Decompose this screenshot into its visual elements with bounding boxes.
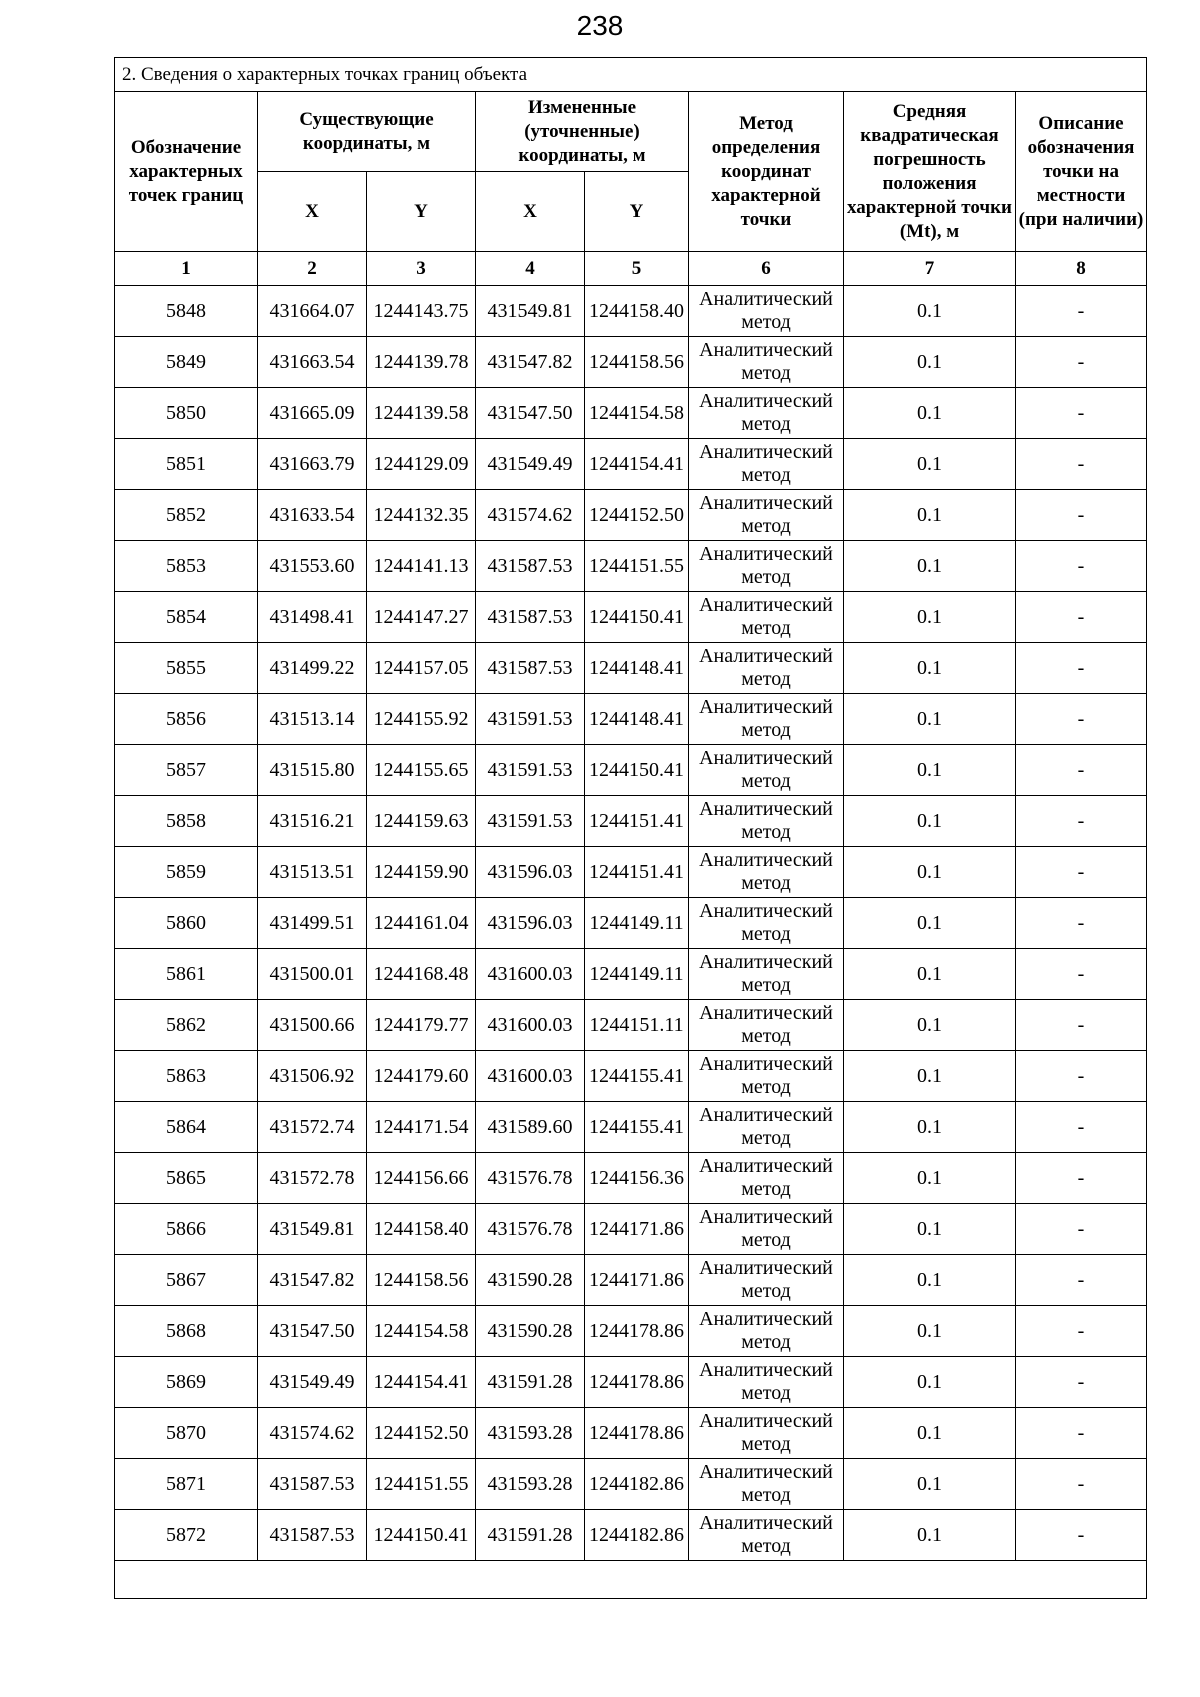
description-cell: - <box>1016 1000 1147 1051</box>
table-row <box>115 1204 1147 1255</box>
changed-x-cell: 431591.53 <box>476 694 585 745</box>
error-cell: 0.1 <box>844 1306 1016 1357</box>
error-cell: 0.1 <box>844 1000 1016 1051</box>
existing-y-cell: 1244158.40 <box>367 1204 476 1255</box>
existing-x-cell: 431506.92 <box>258 1051 367 1102</box>
changed-x-cell: 431549.81 <box>476 286 585 337</box>
changed-x-cell: 431590.28 <box>476 1255 585 1306</box>
table-row <box>115 796 1147 847</box>
existing-x-cell: 431515.80 <box>258 745 367 796</box>
column-number: 7 <box>844 252 1016 286</box>
point-number-cell: 5869 <box>115 1357 258 1408</box>
existing-x-cell: 431547.50 <box>258 1306 367 1357</box>
method-cell: Аналитический метод <box>689 490 844 541</box>
table-row <box>115 1051 1147 1102</box>
changed-y-cell: 1244156.36 <box>585 1153 689 1204</box>
error-cell: 0.1 <box>844 694 1016 745</box>
column-number: 6 <box>689 252 844 286</box>
changed-x-cell: 431587.53 <box>476 643 585 694</box>
point-number-cell: 5871 <box>115 1459 258 1510</box>
existing-y-cell: 1244129.09 <box>367 439 476 490</box>
changed-y-cell: 1244148.41 <box>585 694 689 745</box>
changed-y-cell: 1244158.56 <box>585 337 689 388</box>
table-row <box>115 1153 1147 1204</box>
existing-x-cell: 431587.53 <box>258 1510 367 1561</box>
existing-y-cell: 1244157.05 <box>367 643 476 694</box>
changed-y-cell: 1244149.11 <box>585 898 689 949</box>
changed-y-cell: 1244149.11 <box>585 949 689 1000</box>
point-number-cell: 5864 <box>115 1102 258 1153</box>
method-cell: Аналитический метод <box>689 337 844 388</box>
existing-y-cell: 1244171.54 <box>367 1102 476 1153</box>
error-cell: 0.1 <box>844 337 1016 388</box>
empty-cell <box>115 1561 1147 1599</box>
existing-y-cell: 1244132.35 <box>367 490 476 541</box>
table-row <box>115 847 1147 898</box>
point-number-cell: 5852 <box>115 490 258 541</box>
description-cell: - <box>1016 1204 1147 1255</box>
header-existing-y: Y <box>367 172 476 252</box>
existing-y-cell: 1244161.04 <box>367 898 476 949</box>
table-row <box>115 388 1147 439</box>
header-changed-y: Y <box>585 172 689 252</box>
method-cell: Аналитический метод <box>689 1000 844 1051</box>
method-cell: Аналитический метод <box>689 1051 844 1102</box>
method-cell: Аналитический метод <box>689 1102 844 1153</box>
method-cell: Аналитический метод <box>689 1459 844 1510</box>
changed-y-cell: 1244154.58 <box>585 388 689 439</box>
point-number-cell: 5860 <box>115 898 258 949</box>
column-number: 5 <box>585 252 689 286</box>
changed-x-cell: 431591.53 <box>476 796 585 847</box>
table-row <box>115 1459 1147 1510</box>
existing-y-cell: 1244147.27 <box>367 592 476 643</box>
existing-y-cell: 1244159.63 <box>367 796 476 847</box>
table-row <box>115 592 1147 643</box>
existing-x-cell: 431664.07 <box>258 286 367 337</box>
header-existing-x: X <box>258 172 367 252</box>
method-cell: Аналитический метод <box>689 592 844 643</box>
table-row <box>115 1255 1147 1306</box>
changed-x-cell: 431590.28 <box>476 1306 585 1357</box>
existing-x-cell: 431572.74 <box>258 1102 367 1153</box>
table-row <box>115 949 1147 1000</box>
table-title: 2. Сведения о характерных точках границ объекта <box>115 58 1147 92</box>
changed-y-cell: 1244151.11 <box>585 1000 689 1051</box>
description-cell: - <box>1016 949 1147 1000</box>
changed-y-cell: 1244178.86 <box>585 1306 689 1357</box>
changed-y-cell: 1244155.41 <box>585 1051 689 1102</box>
error-cell: 0.1 <box>844 541 1016 592</box>
description-cell: - <box>1016 1102 1147 1153</box>
existing-x-cell: 431663.54 <box>258 337 367 388</box>
changed-x-cell: 431600.03 <box>476 1000 585 1051</box>
point-number-cell: 5856 <box>115 694 258 745</box>
existing-y-cell: 1244151.55 <box>367 1459 476 1510</box>
error-cell: 0.1 <box>844 847 1016 898</box>
method-cell: Аналитический метод <box>689 898 844 949</box>
error-cell: 0.1 <box>844 439 1016 490</box>
point-number-cell: 5855 <box>115 643 258 694</box>
table-row <box>115 745 1147 796</box>
table-row <box>115 490 1147 541</box>
error-cell: 0.1 <box>844 490 1016 541</box>
error-cell: 0.1 <box>844 388 1016 439</box>
changed-x-cell: 431591.28 <box>476 1357 585 1408</box>
error-cell: 0.1 <box>844 1357 1016 1408</box>
description-cell: - <box>1016 592 1147 643</box>
existing-y-cell: 1244158.56 <box>367 1255 476 1306</box>
existing-y-cell: 1244179.60 <box>367 1051 476 1102</box>
existing-x-cell: 431516.21 <box>258 796 367 847</box>
existing-x-cell: 431513.14 <box>258 694 367 745</box>
error-cell: 0.1 <box>844 1051 1016 1102</box>
point-number-cell: 5859 <box>115 847 258 898</box>
table-row <box>115 1000 1147 1051</box>
point-number-cell: 5861 <box>115 949 258 1000</box>
description-cell: - <box>1016 898 1147 949</box>
description-cell: - <box>1016 1306 1147 1357</box>
boundary-points-table <box>114 57 1147 1599</box>
empty-row <box>115 1561 1147 1599</box>
existing-x-cell: 431499.51 <box>258 898 367 949</box>
error-cell: 0.1 <box>844 1255 1016 1306</box>
table-row <box>115 1306 1147 1357</box>
error-cell: 0.1 <box>844 643 1016 694</box>
table-row <box>115 1102 1147 1153</box>
description-cell: - <box>1016 1153 1147 1204</box>
point-number-cell: 5853 <box>115 541 258 592</box>
existing-y-cell: 1244155.92 <box>367 694 476 745</box>
description-cell: - <box>1016 694 1147 745</box>
point-number-cell: 5870 <box>115 1408 258 1459</box>
existing-y-cell: 1244156.66 <box>367 1153 476 1204</box>
error-cell: 0.1 <box>844 1510 1016 1561</box>
existing-y-cell: 1244154.41 <box>367 1357 476 1408</box>
method-cell: Аналитический метод <box>689 439 844 490</box>
changed-x-cell: 431587.53 <box>476 541 585 592</box>
changed-x-cell: 431593.28 <box>476 1459 585 1510</box>
table-row <box>115 541 1147 592</box>
point-number-cell: 5857 <box>115 745 258 796</box>
point-number-cell: 5858 <box>115 796 258 847</box>
header-method: Метод определения координат характерной точки <box>689 92 844 252</box>
changed-y-cell: 1244150.41 <box>585 745 689 796</box>
description-cell: - <box>1016 1051 1147 1102</box>
table-row <box>115 337 1147 388</box>
method-cell: Аналитический метод <box>689 1357 844 1408</box>
changed-x-cell: 431600.03 <box>476 1051 585 1102</box>
table-row <box>115 1510 1147 1561</box>
error-cell: 0.1 <box>844 796 1016 847</box>
method-cell: Аналитический метод <box>689 1510 844 1561</box>
changed-y-cell: 1244151.55 <box>585 541 689 592</box>
description-cell: - <box>1016 1357 1147 1408</box>
header-designation: Обозначение характерных точек границ <box>115 92 258 252</box>
changed-y-cell: 1244155.41 <box>585 1102 689 1153</box>
point-number-cell: 5868 <box>115 1306 258 1357</box>
existing-x-cell: 431572.78 <box>258 1153 367 1204</box>
description-cell: - <box>1016 490 1147 541</box>
existing-y-cell: 1244139.58 <box>367 388 476 439</box>
changed-x-cell: 431596.03 <box>476 847 585 898</box>
header-changed-coordinates: Измененные (уточненные) координаты, м <box>476 92 689 172</box>
description-cell: - <box>1016 541 1147 592</box>
method-cell: Аналитический метод <box>689 949 844 1000</box>
description-cell: - <box>1016 745 1147 796</box>
description-cell: - <box>1016 286 1147 337</box>
method-cell: Аналитический метод <box>689 1255 844 1306</box>
changed-y-cell: 1244152.50 <box>585 490 689 541</box>
method-cell: Аналитический метод <box>689 286 844 337</box>
error-cell: 0.1 <box>844 1102 1016 1153</box>
existing-y-cell: 1244154.58 <box>367 1306 476 1357</box>
column-number: 8 <box>1016 252 1147 286</box>
changed-y-cell: 1244171.86 <box>585 1204 689 1255</box>
table-row <box>115 286 1147 337</box>
header-error: Средняя квадратическая погрешность положения характерной точки (Mt), м <box>844 92 1016 252</box>
changed-y-cell: 1244151.41 <box>585 847 689 898</box>
existing-y-cell: 1244179.77 <box>367 1000 476 1051</box>
point-number-cell: 5865 <box>115 1153 258 1204</box>
changed-y-cell: 1244148.41 <box>585 643 689 694</box>
changed-y-cell: 1244178.86 <box>585 1408 689 1459</box>
existing-x-cell: 431549.49 <box>258 1357 367 1408</box>
method-cell: Аналитический метод <box>689 1408 844 1459</box>
point-number-cell: 5872 <box>115 1510 258 1561</box>
table-row <box>115 694 1147 745</box>
changed-x-cell: 431591.53 <box>476 745 585 796</box>
point-number-cell: 5866 <box>115 1204 258 1255</box>
changed-x-cell: 431547.82 <box>476 337 585 388</box>
changed-x-cell: 431547.50 <box>476 388 585 439</box>
page-number: 238 <box>576 10 624 41</box>
description-cell: - <box>1016 1408 1147 1459</box>
existing-y-cell: 1244150.41 <box>367 1510 476 1561</box>
changed-x-cell: 431600.03 <box>476 949 585 1000</box>
existing-x-cell: 431547.82 <box>258 1255 367 1306</box>
error-cell: 0.1 <box>844 898 1016 949</box>
error-cell: 0.1 <box>844 592 1016 643</box>
description-cell: - <box>1016 337 1147 388</box>
existing-x-cell: 431499.22 <box>258 643 367 694</box>
changed-x-cell: 431549.49 <box>476 439 585 490</box>
error-cell: 0.1 <box>844 1408 1016 1459</box>
column-number: 1 <box>115 252 258 286</box>
method-cell: Аналитический метод <box>689 796 844 847</box>
table-body <box>115 286 1147 1561</box>
changed-x-cell: 431576.78 <box>476 1204 585 1255</box>
changed-y-cell: 1244150.41 <box>585 592 689 643</box>
column-number: 3 <box>367 252 476 286</box>
point-number-cell: 5867 <box>115 1255 258 1306</box>
changed-y-cell: 1244182.86 <box>585 1510 689 1561</box>
description-cell: - <box>1016 847 1147 898</box>
error-cell: 0.1 <box>844 949 1016 1000</box>
method-cell: Аналитический метод <box>689 541 844 592</box>
existing-y-cell: 1244139.78 <box>367 337 476 388</box>
changed-y-cell: 1244182.86 <box>585 1459 689 1510</box>
changed-y-cell: 1244178.86 <box>585 1357 689 1408</box>
description-cell: - <box>1016 388 1147 439</box>
description-cell: - <box>1016 796 1147 847</box>
error-cell: 0.1 <box>844 745 1016 796</box>
point-number-cell: 5863 <box>115 1051 258 1102</box>
existing-x-cell: 431498.41 <box>258 592 367 643</box>
existing-x-cell: 431549.81 <box>258 1204 367 1255</box>
method-cell: Аналитический метод <box>689 1153 844 1204</box>
table-row <box>115 439 1147 490</box>
existing-x-cell: 431553.60 <box>258 541 367 592</box>
method-cell: Аналитический метод <box>689 745 844 796</box>
method-cell: Аналитический метод <box>689 1204 844 1255</box>
existing-y-cell: 1244141.13 <box>367 541 476 592</box>
header-description: Описание обозначения точки на местности (при наличии) <box>1016 92 1147 252</box>
existing-y-cell: 1244159.90 <box>367 847 476 898</box>
existing-x-cell: 431665.09 <box>258 388 367 439</box>
changed-x-cell: 431591.28 <box>476 1510 585 1561</box>
point-number-cell: 5848 <box>115 286 258 337</box>
changed-x-cell: 431576.78 <box>476 1153 585 1204</box>
error-cell: 0.1 <box>844 1153 1016 1204</box>
method-cell: Аналитический метод <box>689 1306 844 1357</box>
existing-y-cell: 1244155.65 <box>367 745 476 796</box>
existing-x-cell: 431513.51 <box>258 847 367 898</box>
description-cell: - <box>1016 1510 1147 1561</box>
existing-x-cell: 431574.62 <box>258 1408 367 1459</box>
method-cell: Аналитический метод <box>689 847 844 898</box>
existing-y-cell: 1244152.50 <box>367 1408 476 1459</box>
changed-y-cell: 1244151.41 <box>585 796 689 847</box>
column-number: 4 <box>476 252 585 286</box>
table-row <box>115 1408 1147 1459</box>
point-number-cell: 5849 <box>115 337 258 388</box>
error-cell: 0.1 <box>844 1459 1016 1510</box>
point-number-cell: 5862 <box>115 1000 258 1051</box>
changed-y-cell: 1244154.41 <box>585 439 689 490</box>
description-cell: - <box>1016 1255 1147 1306</box>
changed-x-cell: 431574.62 <box>476 490 585 541</box>
existing-x-cell: 431587.53 <box>258 1459 367 1510</box>
changed-x-cell: 431593.28 <box>476 1408 585 1459</box>
description-cell: - <box>1016 1459 1147 1510</box>
changed-x-cell: 431589.60 <box>476 1102 585 1153</box>
method-cell: Аналитический метод <box>689 694 844 745</box>
existing-y-cell: 1244143.75 <box>367 286 476 337</box>
header-existing-coordinates: Существующие координаты, м <box>258 92 476 172</box>
table-row <box>115 643 1147 694</box>
method-cell: Аналитический метод <box>689 643 844 694</box>
existing-x-cell: 431633.54 <box>258 490 367 541</box>
existing-y-cell: 1244168.48 <box>367 949 476 1000</box>
changed-y-cell: 1244158.40 <box>585 286 689 337</box>
method-cell: Аналитический метод <box>689 388 844 439</box>
error-cell: 0.1 <box>844 286 1016 337</box>
header-changed-x: X <box>476 172 585 252</box>
column-number: 2 <box>258 252 367 286</box>
existing-x-cell: 431500.66 <box>258 1000 367 1051</box>
changed-x-cell: 431587.53 <box>476 592 585 643</box>
description-cell: - <box>1016 643 1147 694</box>
point-number-cell: 5854 <box>115 592 258 643</box>
description-cell: - <box>1016 439 1147 490</box>
point-number-cell: 5850 <box>115 388 258 439</box>
table-row <box>115 1357 1147 1408</box>
point-number-cell: 5851 <box>115 439 258 490</box>
existing-x-cell: 431500.01 <box>258 949 367 1000</box>
table-row <box>115 898 1147 949</box>
error-cell: 0.1 <box>844 1204 1016 1255</box>
changed-y-cell: 1244171.86 <box>585 1255 689 1306</box>
changed-x-cell: 431596.03 <box>476 898 585 949</box>
existing-x-cell: 431663.79 <box>258 439 367 490</box>
